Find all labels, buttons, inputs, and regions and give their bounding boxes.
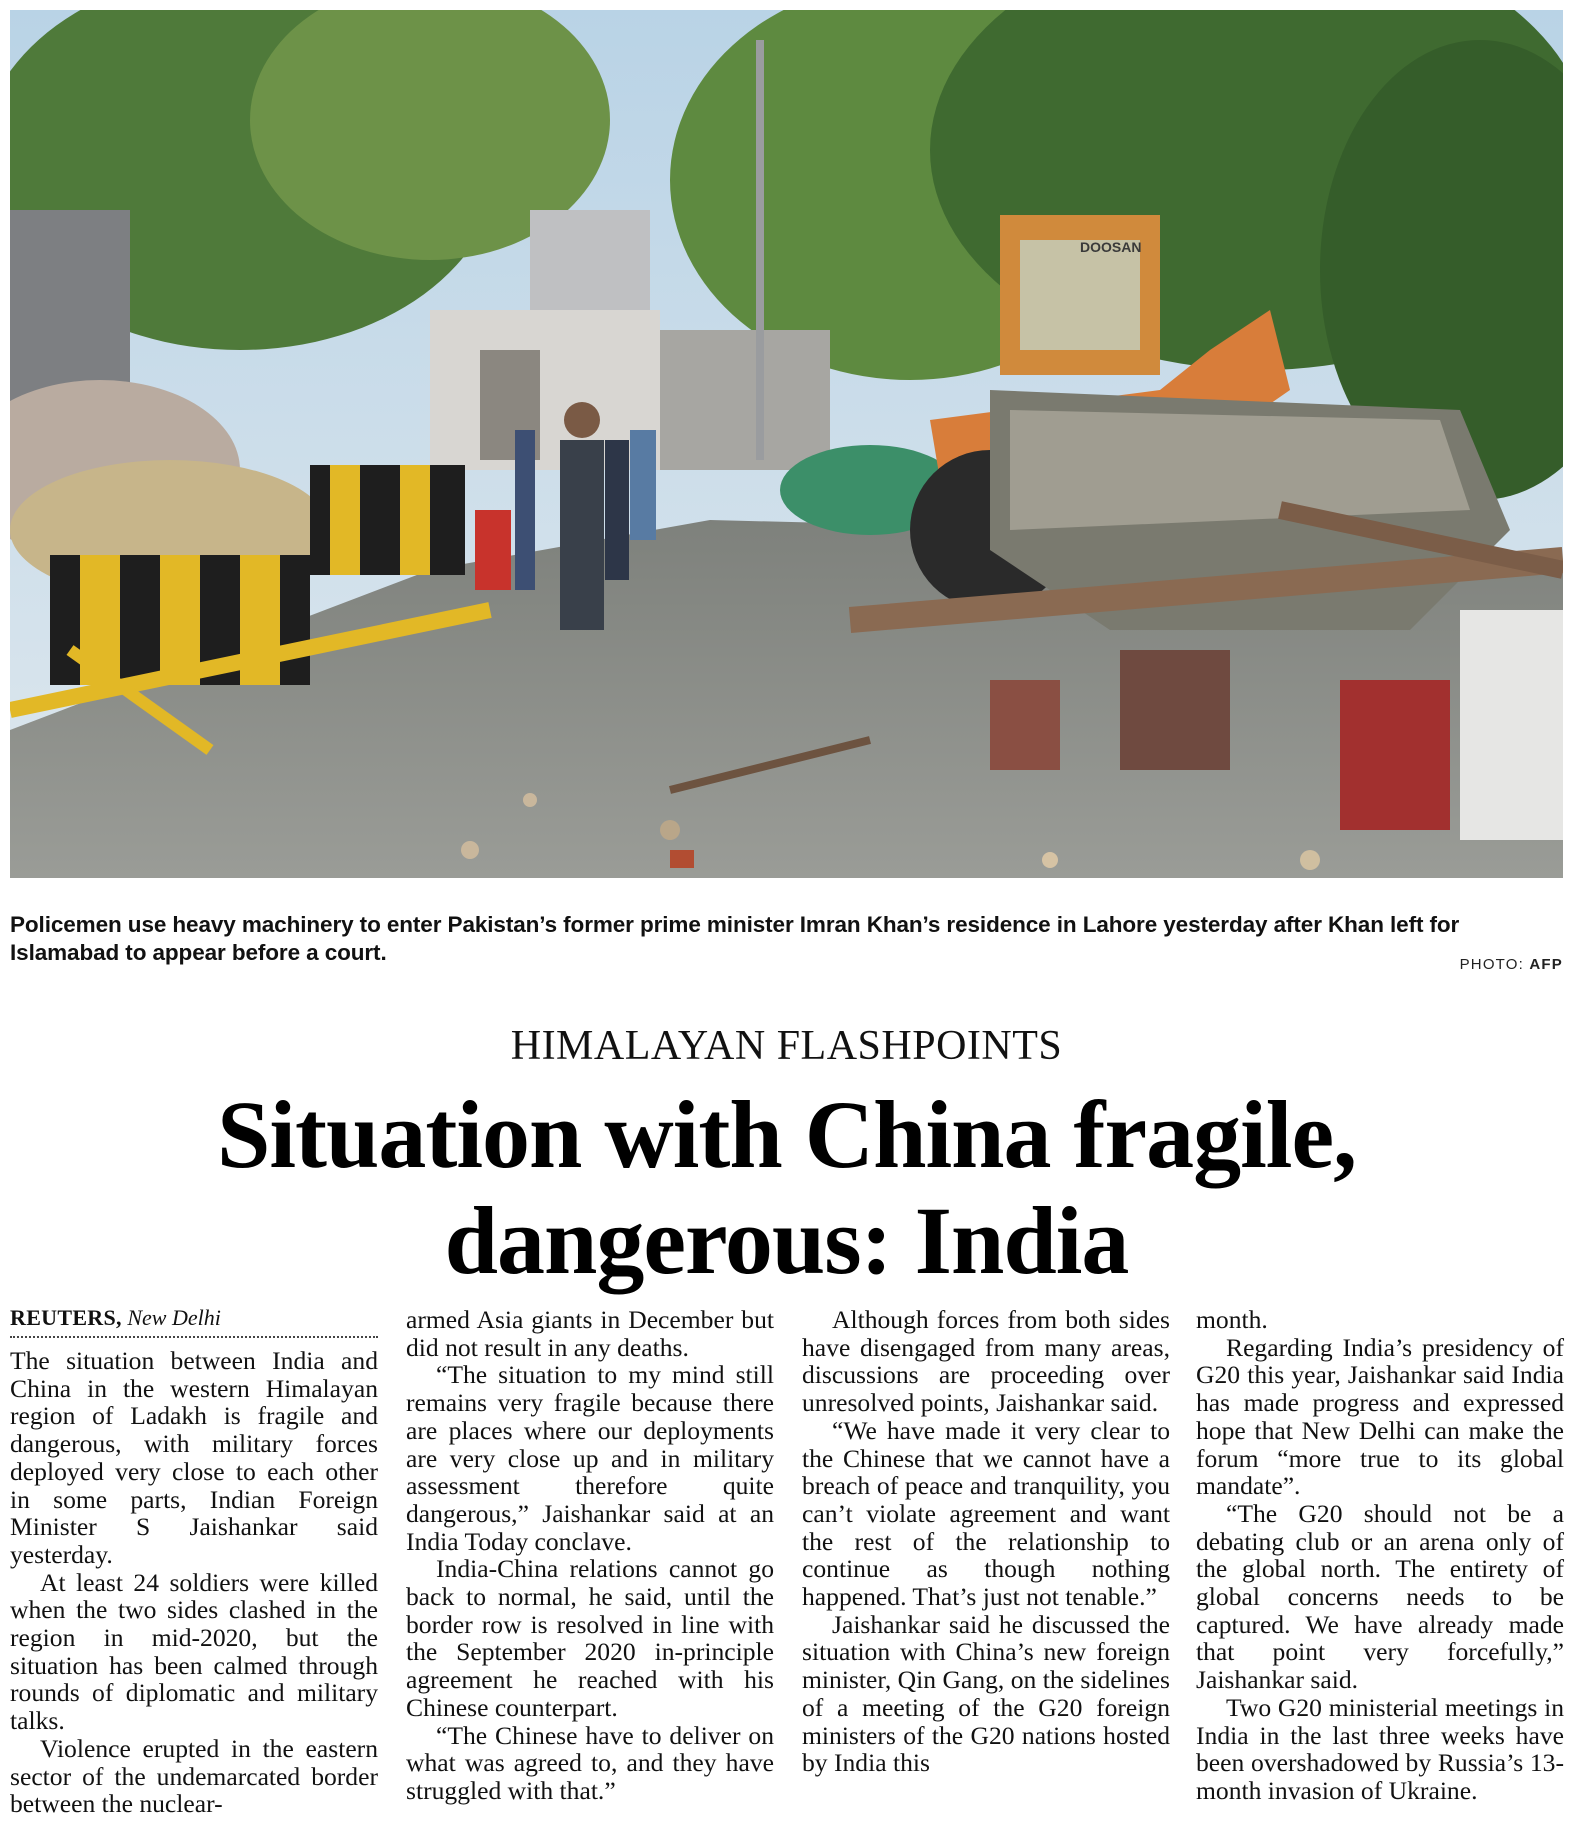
paragraph: At least 24 soldiers were killed when the two sides clashed in the region in mid-2020, but the situation has been calmed through rounds of diplomatic and military talks. — [10, 1567, 378, 1736]
paragraph: “The G20 should not be a debating club or an arena only of the global north. The entirety of global concerns needs to be captured. We have already made that point very forcefully,” Jaishankar said. — [1196, 1498, 1564, 1695]
svg-text:DOOSAN: DOOSAN — [1080, 239, 1142, 255]
paragraph: “The situation to my mind still remains very fragile because there are places where our deployments are very close up and in military assessment therefore quite dangerous,” Jaishankar said at an India Today conclave. — [406, 1360, 774, 1556]
paragraph: India-China relations cannot go back to normal, he said, until the border row is resolved in line with the September 2020 in-principle agreement he reached with his Chinese counterpart. — [406, 1554, 774, 1722]
paragraph: Violence erupted in the eastern sector of the undemarcated border between the nuclear- — [10, 1733, 378, 1819]
headline-line-2: dangerous: India — [444, 1187, 1129, 1294]
paragraph: “We have made it very clear to the Chinese that we cannot have a breach of peace and tranquility, you can’t violate agreement and want the rest of the relationship to continue as though nothing happened. That’s just not tenable.” — [802, 1415, 1170, 1612]
news-photo-icon — [10, 10, 1563, 878]
paragraph: armed Asia giants in December but did not result in any deaths. — [406, 1305, 774, 1362]
paragraph: The situation between India and China in the western Himalayan region of Ladakh is fragile and dangerous, with military forces deployed very close to each other in some parts, Indian Foreign Minister S Jaishankar said yesterday. — [10, 1346, 378, 1569]
photo-credit-label: PHOTO: — [1459, 956, 1525, 973]
paragraph: Although forces from both sides have disengaged from many areas, discussions are proceeding over unresolved points, Jaishankar said. — [802, 1305, 1170, 1418]
article-kicker: HIMALAYAN FLASHPOINTS — [510, 1023, 1063, 1069]
article-column-4 — [1196, 1306, 1564, 1805]
article-headline — [0, 1082, 1573, 1294]
headline-line-1: Situation with China fragile, — [216, 1081, 1357, 1188]
byline-agency: REUTERS, — [10, 1305, 122, 1330]
photo-credit-source: AFP — [1529, 956, 1563, 973]
paragraph: “The Chinese have to deliver on what was agreed to, and they have struggled with that.” — [406, 1720, 774, 1805]
paragraph: Jaishankar said he discussed the situation with China’s new foreign minister, Qin Gang, on the sidelines of a meeting of the G20 foreign ministers of the G20 nations hosted by India this — [802, 1609, 1170, 1778]
paragraph: month. — [1196, 1305, 1268, 1334]
photo-caption: Policemen use heavy machinery to enter Pakistan’s former prime minister Imran Khan’s residence in Lahore yesterday after Khan left for Islamabad to appear before a court. — [10, 912, 1460, 965]
article-column-3 — [802, 1306, 1170, 1777]
photo-credit — [1460, 956, 1563, 973]
news-photo — [10, 10, 1563, 878]
byline-location: New Delhi — [127, 1305, 221, 1330]
article-column-1 — [10, 1306, 378, 1818]
paragraph: Regarding India’s presidency of G20 this year, Jaishankar said India has made progress and expressed hope that New Delhi can make the forum “more true to its global mandate”. — [1196, 1332, 1564, 1501]
paragraph: Two G20 ministerial meetings in India in the last three weeks have been overshadowed by Russia’s 13-month invasion of Ukraine. — [1196, 1692, 1564, 1805]
byline — [10, 1306, 378, 1338]
article-column-2 — [406, 1306, 774, 1805]
